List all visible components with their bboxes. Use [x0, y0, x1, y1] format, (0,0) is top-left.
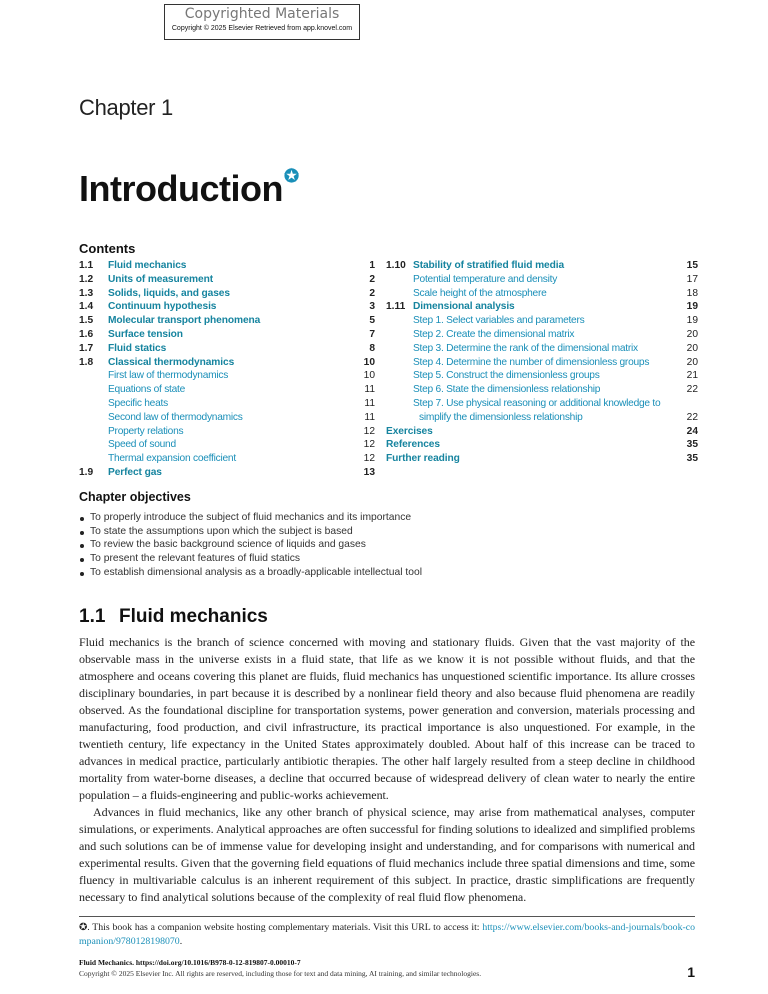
toc-label[interactable]: Equations of state: [108, 384, 186, 396]
toc-label[interactable]: Dimensional analysis: [413, 301, 515, 313]
toc-label[interactable]: Thermal expansion coefficient: [108, 453, 236, 465]
toc-label[interactable]: Speed of sound: [108, 439, 176, 451]
page-number: 1: [687, 964, 695, 980]
chapter-label: Chapter 1: [79, 95, 173, 120]
toc-page: 12: [363, 453, 375, 465]
toc-page: 20: [686, 342, 698, 354]
body-and-footer: [79, 634, 695, 984]
footnote-text: This book has a companion website hosting complementary materials. Visit this URL to access it:: [89, 922, 483, 933]
toc-page: 13: [363, 466, 375, 478]
toc-entry[interactable]: [79, 314, 375, 328]
toc-entry[interactable]: [386, 397, 698, 411]
toc-label[interactable]: Fluid mechanics: [108, 260, 187, 271]
toc-number: 1.8: [79, 356, 94, 368]
toc-page: 21: [686, 370, 698, 382]
toc-entry[interactable]: [79, 466, 375, 480]
toc-page: 10: [363, 370, 375, 382]
toc-page: 11: [364, 397, 375, 409]
toc-entry[interactable]: [386, 300, 698, 314]
toc-number: 1.10: [386, 260, 406, 271]
toc-page: 20: [686, 356, 698, 368]
companion-url-link[interactable]: https://www.elsevier.com/books-and-journals/book-companion/9780128198070: [79, 922, 695, 947]
toc-number: 1.2: [79, 273, 94, 285]
toc-label[interactable]: Solids, liquids, and gases: [108, 287, 230, 299]
doi-line: [79, 957, 695, 968]
toc-label[interactable]: Step 4. Determine the number of dimensionless groups: [413, 356, 650, 368]
toc-entry[interactable]: [79, 411, 375, 425]
toc-label[interactable]: Surface tension: [108, 328, 183, 340]
toc-label[interactable]: Potential temperature and density: [413, 273, 558, 285]
contents-heading: Contents: [79, 241, 136, 256]
toc-label[interactable]: Continuum hypothesis: [108, 301, 217, 313]
toc-entry[interactable]: [79, 300, 375, 314]
toc-label[interactable]: Step 2. Create the dimensional matrix: [413, 328, 575, 340]
section-heading: [79, 606, 268, 628]
copyright-line: Copyright © 2025 Elsevier Inc. All rights are reserved, including those for text and data mining, AI training, and similar technologies.: [79, 969, 482, 978]
toc-entry[interactable]: [386, 425, 698, 439]
toc-entry[interactable]: [79, 383, 375, 397]
toc-page: 19: [686, 301, 698, 313]
toc-page: 11: [364, 411, 375, 423]
toc-page: 7: [369, 328, 375, 340]
toc-page: 3: [369, 301, 375, 313]
toc-label[interactable]: Units of measurement: [108, 273, 213, 285]
toc-label[interactable]: Further reading: [386, 453, 460, 465]
toc-page: 35: [686, 453, 698, 465]
objectives-list: [79, 511, 422, 579]
toc-entry[interactable]: [386, 452, 698, 466]
objective-item: To present the relevant features of fluid statics: [79, 552, 422, 566]
toc-label[interactable]: Second law of thermodynamics: [108, 411, 243, 423]
toc-page: 12: [363, 425, 375, 437]
toc-page: 15: [686, 260, 698, 271]
watermark-subtitle: Copyright © 2025 Elsevier Retrieved from app.knovel.com: [171, 25, 353, 32]
toc-entry[interactable]: [79, 328, 375, 342]
toc-page: 19: [686, 315, 698, 327]
toc-entry[interactable]: [386, 328, 698, 342]
toc-left-column: [79, 259, 375, 480]
objective-item: To properly introduce the subject of fluid mechanics and its importance: [79, 511, 422, 525]
toc-page: 17: [686, 273, 698, 285]
toc-entry[interactable]: [79, 273, 375, 287]
toc-page: 20: [686, 328, 698, 340]
toc-entry[interactable]: [386, 287, 698, 301]
toc-label[interactable]: Perfect gas: [108, 466, 162, 478]
toc-number: 1.1: [79, 260, 94, 271]
toc-entry[interactable]: [79, 356, 375, 370]
section-title: Fluid mechanics: [119, 606, 268, 627]
toc-page: 8: [369, 342, 375, 354]
toc-label[interactable]: Fluid statics: [108, 342, 167, 354]
toc-label[interactable]: Classical thermodynamics: [108, 356, 235, 368]
chapter-title-text: Introduction: [79, 168, 283, 209]
objective-item: To establish dimensional analysis as a broadly-applicable intellectual tool: [79, 566, 422, 580]
section-number: 1.1: [79, 606, 106, 627]
book-title: Fluid Mechanics.: [79, 958, 135, 967]
objective-item: To state the assumptions upon which the subject is based: [79, 525, 422, 539]
footnote-mark: ✪.: [79, 922, 90, 933]
toc-label[interactable]: Stability of stratified fluid media: [413, 260, 565, 271]
toc-entry[interactable]: [79, 287, 375, 301]
toc-entry[interactable]: [386, 369, 698, 383]
toc-label[interactable]: Step 1. Select variables and parameters: [413, 315, 585, 327]
toc-number: 1.4: [79, 301, 94, 313]
toc-page: 18: [686, 287, 698, 299]
toc-number: 1.5: [79, 315, 94, 327]
toc-label[interactable]: References: [386, 439, 440, 451]
objectives-heading: Chapter objectives: [79, 490, 191, 504]
toc-entry[interactable]: [386, 383, 698, 397]
toc-page: 22: [686, 411, 698, 423]
toc-label[interactable]: Step 7. Use physical reasoning or additional knowledge to: [413, 397, 661, 409]
toc-entry[interactable]: [386, 342, 698, 356]
toc-label[interactable]: Step 5. Construct the dimensionless groups: [413, 370, 600, 382]
toc-number: 1.9: [79, 466, 94, 478]
toc-label[interactable]: Scale height of the atmosphere: [413, 287, 547, 299]
toc-entry[interactable]: [79, 452, 375, 466]
toc-page: 2: [369, 273, 375, 285]
toc-page: 12: [363, 439, 375, 451]
toc-page: 35: [686, 439, 698, 451]
doi-link[interactable]: https://doi.org/10.1016/B978-0-12-819807-0.00010-7: [135, 958, 301, 967]
toc-number: 1.6: [79, 328, 94, 340]
toc-page: 24: [686, 425, 698, 437]
toc-page: 5: [369, 315, 375, 327]
footnote-end: .: [179, 936, 183, 947]
toc-page: 1: [369, 260, 375, 271]
toc-entry[interactable]: [386, 273, 698, 287]
toc-label[interactable]: Property relations: [108, 425, 184, 437]
toc-page: 2: [369, 287, 375, 299]
body-text: [79, 634, 695, 906]
copyright-watermark: [164, 4, 360, 40]
toc-label[interactable]: Molecular transport phenomena: [108, 315, 261, 327]
toc-label[interactable]: First law of thermodynamics: [108, 370, 229, 382]
toc-entry[interactable]: [79, 342, 375, 356]
footnote: [79, 921, 695, 949]
companion-star-icon[interactable]: ✪: [283, 166, 299, 186]
toc-label[interactable]: Step 3. Determine the rank of the dimensional matrix: [413, 342, 638, 354]
toc-entry[interactable]: [79, 259, 375, 273]
toc-label[interactable]: simplify the dimensionless relationship: [419, 411, 583, 423]
toc-page: 11: [364, 384, 375, 396]
toc-label[interactable]: Step 6. State the dimensionless relationship: [413, 384, 601, 396]
toc-entry[interactable]: [386, 259, 698, 273]
toc-label[interactable]: Exercises: [386, 425, 433, 437]
toc-entry[interactable]: [79, 425, 375, 439]
toc-entry[interactable]: [79, 397, 375, 411]
toc-number: 1.3: [79, 287, 94, 299]
toc-entry[interactable]: [386, 356, 698, 370]
toc-number: 1.7: [79, 342, 94, 354]
toc-entry[interactable]: [79, 438, 375, 452]
paragraph: Fluid mechanics is the branch of science concerned with moving and stationary fluids. Given that the vast majority of the observable mass in the universe exists in a fluid state, that life as we know it is not possible without fluids, and that the atmosphere and oceans covering this planet are fluids, fluid mechanics has unquestioned scientific importance. Its allure crosses disciplinary boundaries, in part because it is described by a nonlinear field theory and also because fluid phenomena are readily observed. As the foundational discipline for transportation systems, power generation and conversion, materials processing and manufacturing, food production, and civil infrastructure, its practical importance is also unquestioned. For example, in the twentieth century, life expectancy in the United States approximately doubled. About half of this increase can be traced to advances in medical practice, particularly antibiotic therapies. The other half largely resulted from a steep decline in childhood mortality from water-borne diseases, a decline that occurred because of widespread delivery of clean water to nearly the entire population – a fluids-engineering and public-works achievement.: [79, 635, 695, 802]
toc-entry[interactable]: [386, 411, 698, 425]
objective-item: To review the basic background science of liquids and gases: [79, 538, 422, 552]
toc-page: 22: [686, 384, 698, 396]
toc-page: 10: [363, 356, 375, 368]
toc-entry[interactable]: [79, 369, 375, 383]
watermark-title: Copyrighted Materials: [184, 6, 340, 22]
footnote-divider: [79, 916, 695, 917]
chapter-title: [79, 168, 299, 210]
toc-number: 1.11: [386, 301, 406, 313]
toc-entry[interactable]: [386, 314, 698, 328]
copyright-row: [79, 964, 695, 984]
toc-right-column: [386, 259, 698, 466]
toc-label[interactable]: Specific heats: [108, 397, 168, 409]
toc-entry[interactable]: [386, 438, 698, 452]
paragraph: Advances in fluid mechanics, like any other branch of physical science, may arise from mathematical analyses, computer simulations, or experiments. Analytical approaches are often successful for finding solutions to idealized and simplified problems and such solutions can be of immense value for developing insight and understanding, and for comparisons with numerical and experimental results. Given that the governing field equations of fluid mechanics include three spatial dimensions and time, some fluency in multivariable calculus is an inherent requirement of this subject. In practice, drastic simplifications are frequently necessary to find analytical solutions because of the complexity of real fluid flow phenomena.: [79, 805, 695, 904]
